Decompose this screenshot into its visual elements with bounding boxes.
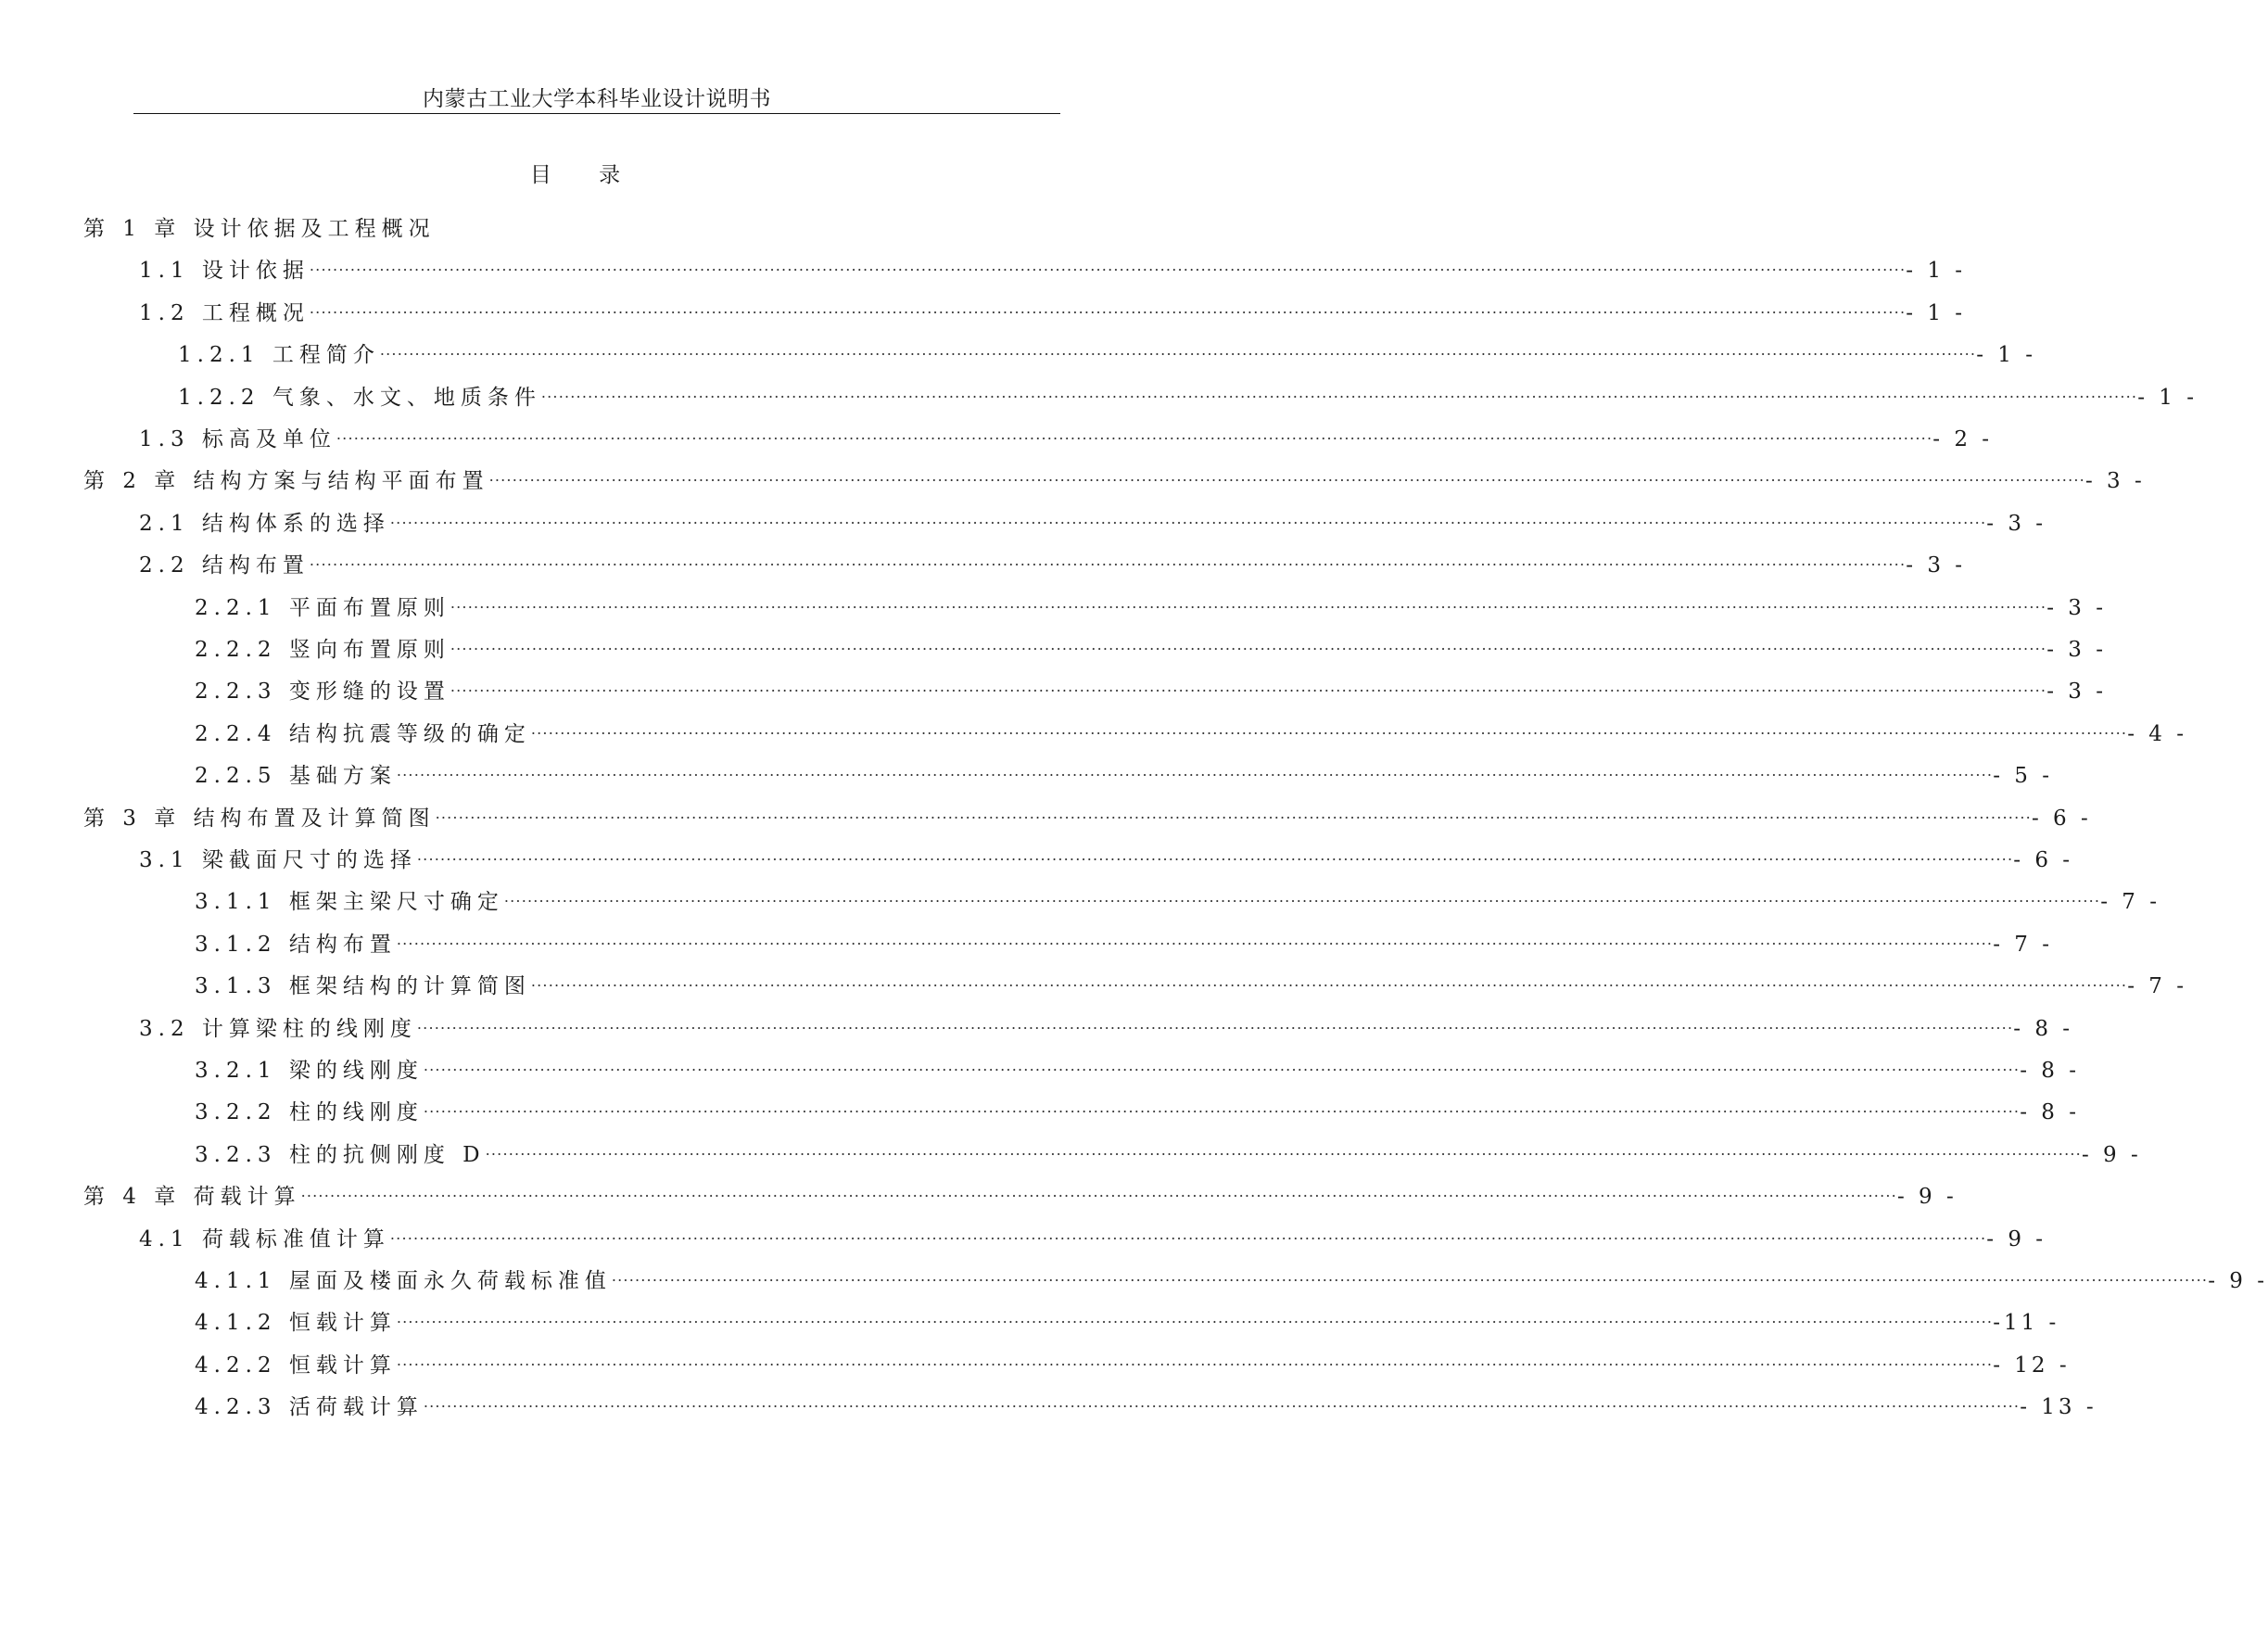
- toc-dot-leader: ..................................................................................................................................................................................................................................................................................: [336, 426, 1933, 443]
- header-title: 内蒙古工业大学本科毕业设计说明书: [423, 87, 771, 111]
- toc-entry-label: 1.1 设计依据: [139, 259, 310, 284]
- toc-entry[interactable]: [195, 1348, 2071, 1379]
- toc-dot-leader: ..................................................................................................................................................................................................................................................................................: [503, 888, 2101, 907]
- toc-dot-leader: ..................................................................................................................................................................................................................................................................................: [379, 341, 1977, 360]
- toc-dot-leader: ..................................................................................................................................................................................................................................................................................: [488, 467, 2085, 486]
- toc-page-number: - 3 -: [1906, 553, 1967, 578]
- toc-dot-leader: ..................................................................................................................................................................................................................................................................................: [396, 762, 1994, 781]
- toc-entry[interactable]: [195, 591, 2108, 622]
- toc-dot-leader: ..................................................................................................................................................................................................................................................................................: [611, 1267, 2209, 1285]
- toc-page-number: - 8 -: [2013, 1016, 2074, 1041]
- toc-dot-leader: ..................................................................................................................................................................................................................................................................................: [423, 1057, 2021, 1074]
- toc-entry-label: 1.3 标高及单位: [139, 427, 336, 451]
- page-header: [133, 78, 1060, 114]
- toc-entry[interactable]: [195, 1137, 2142, 1169]
- toc-dot-leader: ..................................................................................................................................................................................................................................................................................: [423, 1393, 2021, 1412]
- toc-entry-label: 3.2.1 梁的线刚度: [195, 1059, 424, 1083]
- toc-page-number: - 1 -: [1906, 259, 1967, 284]
- toc-entry[interactable]: [195, 1095, 2081, 1126]
- toc-dot-leader: ..................................................................................................................................................................................................................................................................................: [396, 930, 1994, 948]
- toc-dot-leader: ..................................................................................................................................................................................................................................................................................: [530, 972, 2128, 991]
- toc-entry-label: 1.2 工程概况: [139, 300, 310, 325]
- toc-dot-leader: ..................................................................................................................................................................................................................................................................................: [300, 1183, 1897, 1201]
- toc-entry-label: 2.2.5 基础方案: [195, 764, 397, 789]
- toc-entry-label: 4.1 荷载标准值计算: [139, 1226, 390, 1251]
- toc-dot-leader: ..................................................................................................................................................................................................................................................................................: [485, 1140, 2082, 1159]
- toc-entry-label: 第 4 章 荷载计算: [83, 1185, 301, 1210]
- toc-entry[interactable]: [195, 632, 2108, 664]
- toc-entry-label: 第 1 章 设计依据及工程概况: [83, 217, 436, 241]
- toc-entry-label: 3.1.2 结构布置: [195, 932, 397, 957]
- toc-entry-label: 3.2.3 柱的抗侧刚度 D: [195, 1142, 486, 1167]
- toc-entry-label: 3.1 梁截面尺寸的选择: [139, 848, 417, 872]
- toc-entry-label: 2.2.3 变形缝的设置: [195, 680, 450, 705]
- toc-dot-leader: ..................................................................................................................................................................................................................................................................................: [450, 593, 2047, 612]
- toc-page-number: - 1 -: [2137, 385, 2198, 410]
- toc-entry[interactable]: [139, 548, 1967, 579]
- toc-entry[interactable]: [139, 296, 1967, 327]
- toc-page-number: - 6 -: [2031, 806, 2092, 831]
- toc-entry-label: 3.2 计算梁柱的线刚度: [139, 1016, 417, 1041]
- toc-dot-leader: ..................................................................................................................................................................................................................................................................................: [309, 257, 1907, 275]
- toc-page-number: - 9 -: [1986, 1226, 2047, 1251]
- toc-dot-leader: ..................................................................................................................................................................................................................................................................................: [450, 636, 2047, 654]
- toc-page-number: - 2 -: [1932, 427, 1994, 451]
- toc-entry[interactable]: [195, 758, 2054, 790]
- toc-entry-label: 4.2.3 活荷载计算: [195, 1395, 424, 1420]
- toc-entry[interactable]: [195, 717, 2188, 748]
- toc-dot-leader: ..................................................................................................................................................................................................................................................................................: [389, 1225, 1987, 1243]
- toc-dot-leader: ..................................................................................................................................................................................................................................................................................: [309, 552, 1907, 570]
- toc-page-number: - 12 -: [1993, 1353, 2071, 1378]
- toc-page-number: - 13 -: [2020, 1395, 2097, 1420]
- toc-entry[interactable]: [83, 1179, 1958, 1211]
- toc-entry-label: 3.1.3 框架结构的计算简图: [195, 974, 531, 999]
- toc-entry-label: 4.1.2 恒载计算: [195, 1311, 397, 1336]
- toc-entry[interactable]: [139, 1011, 2074, 1043]
- toc-entry[interactable]: [139, 1222, 2047, 1253]
- toc-page-number: - 8 -: [2020, 1100, 2081, 1125]
- toc-entry-label: 1.2.2 气象、水文、地质条件: [178, 385, 541, 410]
- toc-page-number: - 7 -: [2100, 890, 2161, 915]
- toc-page-number: - 1 -: [1976, 343, 2037, 368]
- toc-dot-leader: ..................................................................................................................................................................................................................................................................................: [423, 1099, 2021, 1117]
- toc-entry[interactable]: [139, 506, 2047, 538]
- toc-entry[interactable]: [178, 380, 2198, 412]
- toc-dot-leader: ..................................................................................................................................................................................................................................................................................: [396, 1309, 1994, 1327]
- toc-entry[interactable]: [83, 211, 1061, 243]
- toc-entry-label: 第 2 章 结构方案与结构平面布置: [83, 469, 489, 494]
- toc-dot-leader: ..................................................................................................................................................................................................................................................................................: [309, 299, 1907, 317]
- toc-dot-leader: ..................................................................................................................................................................................................................................................................................: [389, 509, 1987, 527]
- toc-page-number: - 9 -: [1896, 1185, 1958, 1210]
- toc-entry-label: 1.2.1 工程简介: [178, 343, 380, 368]
- toc-entry[interactable]: [195, 1390, 2097, 1421]
- toc-dot-leader: ..................................................................................................................................................................................................................................................................................: [396, 1351, 1994, 1369]
- toc-entry[interactable]: [83, 464, 2146, 495]
- toc-entry-label: 2.2.2 竖向布置原则: [195, 638, 450, 662]
- toc-title: 目 录: [529, 163, 641, 187]
- toc-entry[interactable]: [195, 927, 2054, 959]
- toc-page-number: - 3 -: [1986, 511, 2047, 536]
- toc-page-number: - 9 -: [2081, 1142, 2142, 1167]
- toc-entry-label: 4.2.2 恒载计算: [195, 1353, 397, 1378]
- toc-entry[interactable]: [83, 801, 2092, 832]
- toc-dot-leader: ..................................................................................................................................................................................................................................................................................: [530, 719, 2128, 738]
- toc-entry-label: 2.2.1 平面布置原则: [195, 595, 450, 620]
- toc-entry-label: 3.2.2 柱的线刚度: [195, 1100, 424, 1125]
- toc-entry[interactable]: [195, 674, 2108, 705]
- toc-page-number: - 3 -: [2046, 638, 2108, 662]
- toc-page-number: - 4 -: [2127, 721, 2188, 746]
- toc-entry-label: 2.1 结构体系的选择: [139, 511, 390, 536]
- toc-entry-label: 3.1.1 框架主梁尺寸确定: [195, 890, 504, 915]
- toc-page-number: - 7 -: [2127, 974, 2188, 999]
- toc-page-number: - 3 -: [2084, 469, 2146, 494]
- toc-entry[interactable]: [195, 1053, 2081, 1085]
- toc-dot-leader: ..................................................................................................................................................................................................................................................................................: [435, 804, 2032, 822]
- toc-entry[interactable]: [195, 884, 2161, 916]
- toc-page-number: -11 -: [1993, 1311, 2060, 1336]
- toc-page-number: - 1 -: [1906, 300, 1967, 325]
- toc-entry[interactable]: [139, 253, 1967, 285]
- toc-dot-leader: ..................................................................................................................................................................................................................................................................................: [416, 846, 2014, 864]
- toc-entry[interactable]: [195, 969, 2188, 1000]
- toc-entry[interactable]: [195, 1264, 2268, 1295]
- toc-page-number: - 8 -: [2020, 1059, 2081, 1083]
- toc-entry-label: 4.1.1 屋面及楼面永久荷载标准值: [195, 1269, 612, 1293]
- toc-entry-label: 2.2.4 结构抗震等级的确定: [195, 721, 531, 746]
- toc-dot-leader: ..................................................................................................................................................................................................................................................................................: [416, 1014, 2014, 1033]
- toc-entry[interactable]: [195, 1305, 2060, 1337]
- toc-entry-label: 第 3 章 结构布置及计算简图: [83, 806, 436, 831]
- toc-entry[interactable]: [178, 337, 2037, 369]
- toc-page-number: - 9 -: [2208, 1269, 2268, 1293]
- toc-entry-label: 2.2 结构布置: [139, 553, 310, 578]
- toc-page-number: - 3 -: [2046, 595, 2108, 620]
- toc-page-number: - 7 -: [1993, 932, 2054, 957]
- toc-page-number: - 6 -: [2013, 848, 2074, 872]
- toc-dot-leader: ..................................................................................................................................................................................................................................................................................: [540, 383, 2138, 401]
- toc-entry[interactable]: [139, 422, 1994, 453]
- toc-page-number: - 5 -: [1993, 764, 2054, 789]
- toc-dot-leader: ..................................................................................................................................................................................................................................................................................: [450, 678, 2047, 696]
- toc-page-number: - 3 -: [2046, 680, 2108, 705]
- toc-entry[interactable]: [139, 843, 2074, 874]
